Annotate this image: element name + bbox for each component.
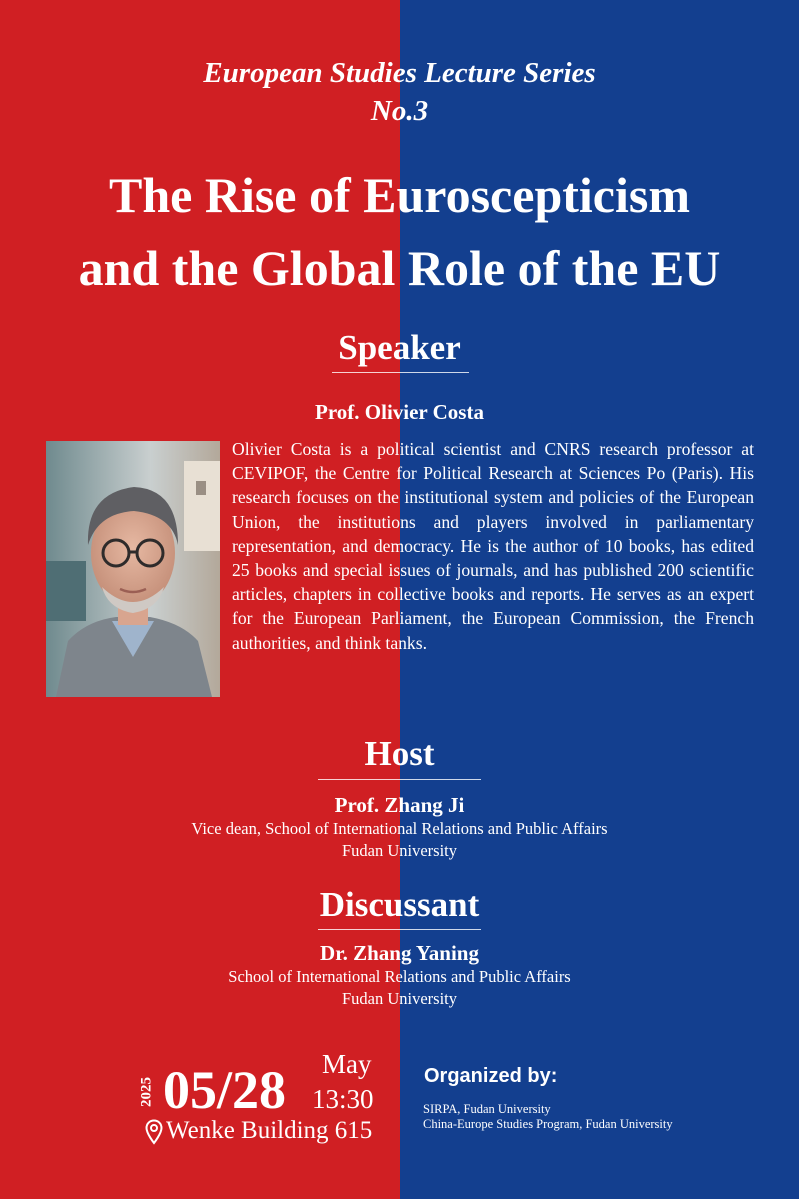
speaker-heading: Speaker — [338, 328, 461, 367]
organizer-heading: Organized by: — [424, 1065, 558, 1087]
host-university: Fudan University — [341, 841, 458, 860]
discussant-heading-rule — [318, 929, 481, 930]
speaker-heading-rule — [332, 372, 469, 373]
event-year: 2025 — [138, 1077, 155, 1107]
organizer-item: China-Europe Studies Program, Fudan University — [423, 1117, 673, 1131]
event-venue: Wenke Building 615 — [166, 1117, 373, 1144]
lecture-number: No.3 — [370, 95, 429, 127]
host-heading: Host — [364, 734, 435, 773]
host-affiliation: Vice dean, School of International Relations and Public Affairs — [191, 819, 608, 838]
lecture-title-line-2: and the Global Role of the EU — [78, 240, 721, 296]
event-date: 05/28 — [163, 1060, 287, 1120]
discussant-name: Dr. Zhang Yaning — [320, 941, 479, 965]
location-pin-icon — [145, 1119, 163, 1145]
lecture-title-line-1: The Rise of Euroscepticism — [109, 167, 690, 223]
discussant-university: Fudan University — [341, 989, 458, 1008]
discussant-heading: Discussant — [319, 885, 480, 924]
speaker-biography: Olivier Costa is a political scientist and CNRS research professor at CEVIPOF, the Centre for Political Research at Sciences Po (Paris). His research focuses on the institutional system and policies of the European Union, the institutions and players involved in parliamentary representation, and democracy. He is the author of 10 books, has edited 25 books and special issues of journals, and has published 200 scientific articles, chapters in collective books and reports. He serves as an expert for the European Parliament, the European Commission, the French authorities, and think tanks. — [232, 439, 754, 653]
lecture-series-title: European Studies Lecture Series — [203, 57, 596, 89]
host-name: Prof. Zhang Ji — [334, 793, 465, 817]
speaker-portrait-icon — [46, 441, 220, 697]
organizer-item: SIRPA, Fudan University — [423, 1102, 551, 1116]
discussant-affiliation: School of International Relations and Public Affairs — [228, 967, 571, 986]
host-heading-rule — [318, 779, 481, 780]
speaker-name: Prof. Olivier Costa — [315, 400, 484, 424]
event-month: May — [322, 1049, 372, 1079]
event-time: 13:30 — [312, 1084, 374, 1114]
